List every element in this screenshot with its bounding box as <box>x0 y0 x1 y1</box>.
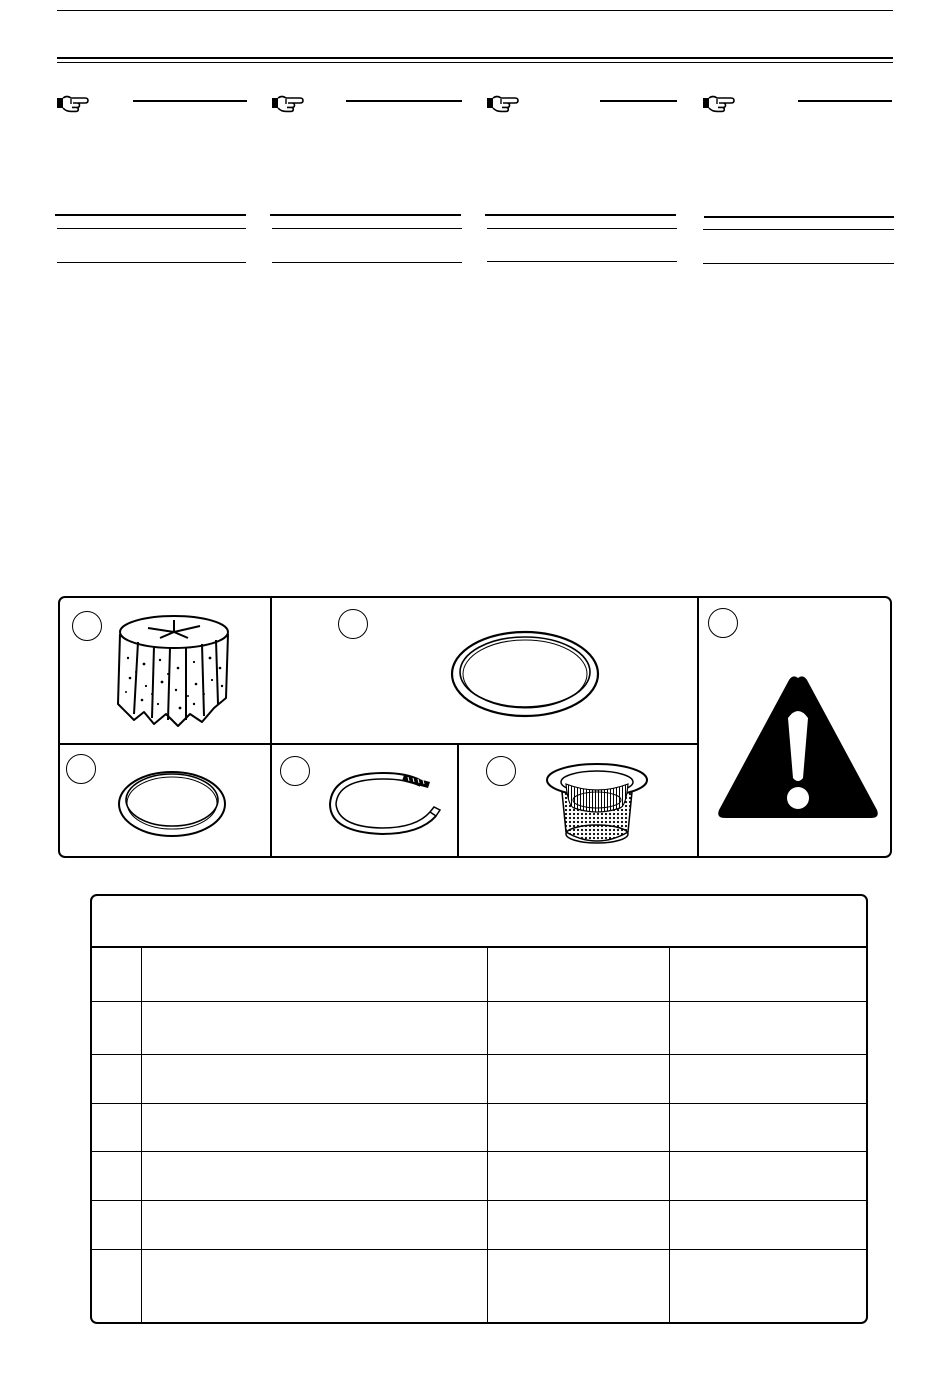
note-rule-3c <box>487 261 677 262</box>
table-row <box>92 1054 866 1104</box>
table-row <box>92 1151 866 1201</box>
table-row <box>92 1200 866 1250</box>
header-bottom-rule-1 <box>57 57 893 59</box>
header-top-rule <box>57 10 893 11</box>
note-heading-rule-3 <box>600 100 677 102</box>
callout-number <box>280 756 310 786</box>
note-rule-4b <box>703 229 894 230</box>
callout-number <box>72 611 102 641</box>
note-rule-1a <box>55 214 246 216</box>
pointing-hand-icon <box>55 92 89 114</box>
note-rule-1b <box>57 228 246 229</box>
clamp-ring-icon <box>324 770 444 840</box>
pointing-hand-icon <box>485 92 519 114</box>
figure-divider <box>697 598 699 856</box>
header-bottom-rule-2 <box>57 62 893 63</box>
note-heading-rule-1 <box>133 100 247 102</box>
callout-number <box>66 754 96 784</box>
table-row <box>92 1103 866 1152</box>
parts-table <box>90 894 868 1324</box>
note-rule-3b <box>487 228 677 229</box>
note-rule-3a <box>485 214 676 216</box>
table-row <box>92 1249 866 1323</box>
cartridge-filter-icon <box>108 608 234 732</box>
figure-divider <box>270 598 272 856</box>
parts-table-title <box>92 896 866 948</box>
strainer-basket-icon <box>544 760 650 850</box>
gasket-ring-icon <box>448 628 602 720</box>
note-heading-rule-4 <box>798 100 892 102</box>
note-rule-2c <box>272 262 462 263</box>
seal-ring-icon <box>116 768 228 840</box>
pointing-hand-icon <box>270 92 304 114</box>
note-rule-2a <box>270 214 461 216</box>
note-rule-2b <box>272 228 462 229</box>
table-row <box>92 948 866 1001</box>
parts-figure <box>58 596 892 858</box>
callout-number <box>708 608 738 638</box>
warning-triangle-icon <box>715 674 881 820</box>
table-row <box>92 1001 866 1055</box>
note-rule-1c <box>57 262 246 263</box>
note-rule-4c <box>703 263 894 264</box>
figure-divider <box>60 743 697 745</box>
callout-number <box>338 609 368 639</box>
figure-divider <box>457 743 459 856</box>
callout-number <box>486 756 516 786</box>
pointing-hand-icon <box>701 92 735 114</box>
note-rule-4a <box>704 216 894 218</box>
note-heading-rule-2 <box>346 100 462 102</box>
